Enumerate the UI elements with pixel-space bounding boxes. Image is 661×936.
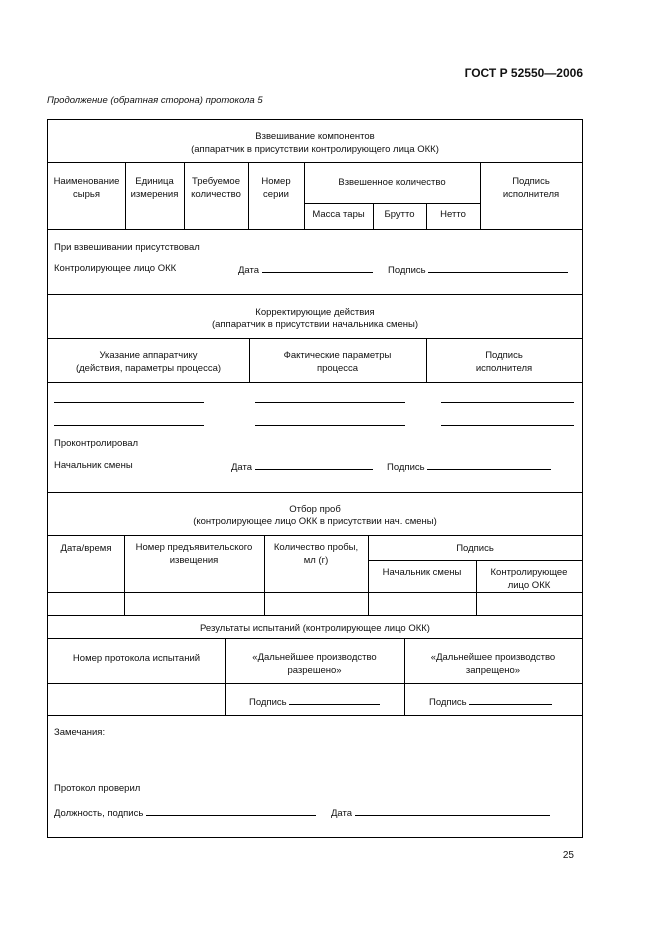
col-protocol-number: Номер протокола испытаний: [72, 653, 201, 664]
page-subtitle: Продолжение (обратная сторона) протокола 5: [47, 95, 263, 106]
col-actual: Фактические параметры процесса: [283, 350, 392, 374]
weighing-date-field[interactable]: Дата: [238, 262, 373, 277]
col-gross: Брутто: [384, 209, 415, 220]
col-instruction: Указание аппаратчику (действия, параметры процесса): [75, 350, 222, 374]
col-allowed: «Дальнейшее производство разрешено»: [252, 652, 377, 676]
sampling-title: Отбор проб: [289, 504, 341, 515]
page-number: 25: [562, 850, 574, 861]
instruction-line[interactable]: [54, 425, 204, 426]
col-sample-qty: Количество пробы, мл (г): [273, 542, 359, 566]
instruction-line[interactable]: [54, 402, 204, 403]
weighing-present-label: При взвешивании присутствовал: [54, 242, 200, 253]
weighing-title-note: (аппаратчик в присутствии контролирующего лица ОКК): [191, 144, 439, 155]
weighing-sign-field[interactable]: Подпись: [388, 262, 568, 277]
col-sign: Подпись исполнителя: [502, 176, 560, 200]
sign-line[interactable]: [441, 402, 574, 403]
col-weighed: Взвешенное количество: [338, 177, 446, 188]
col-series: Номер серии: [261, 176, 291, 200]
col-sampling-sign: Подпись: [456, 543, 494, 554]
allowed-sign-field[interactable]: Подпись: [249, 694, 380, 709]
col-forbidden: «Дальнейшее производство запрещено»: [430, 652, 556, 676]
col-corrective-sign: Подпись исполнителя: [475, 350, 533, 374]
results-title: Результаты испытаний (контролирующее лицо ОКК): [200, 623, 430, 634]
standard-number: ГОСТ Р 52550—2006: [464, 66, 583, 80]
col-shift-chief: Начальник смены: [382, 567, 462, 578]
actual-line[interactable]: [255, 402, 405, 403]
actual-line[interactable]: [255, 425, 405, 426]
remarks-label: Замечания:: [54, 727, 106, 738]
checked-label: Проконтролировал: [54, 438, 139, 449]
col-tare: Масса тары: [312, 209, 365, 220]
shift-chief-label: Начальник смены: [54, 460, 133, 471]
verified-date-field[interactable]: Дата: [331, 805, 550, 820]
weighing-controller-label: Контролирующее лицо ОКК: [54, 263, 177, 274]
protocol-form: [47, 119, 583, 838]
sign-line[interactable]: [441, 425, 574, 426]
sampling-title-note: (контролирующее лицо ОКК в присутствии нач. смены): [193, 516, 437, 527]
col-okk: Контролирующее лицо ОКК: [490, 567, 568, 591]
corrective-date-field[interactable]: Дата: [231, 459, 373, 474]
corrective-title: Корректирующие действия: [255, 307, 375, 318]
col-net: Нетто: [440, 209, 466, 220]
col-required: Требуемое количество: [191, 176, 241, 200]
corrective-title-note: (аппаратчик в присутствии начальника смены): [211, 319, 419, 330]
col-datetime: Дата/время: [60, 543, 112, 554]
corrective-sign-field[interactable]: Подпись: [387, 459, 551, 474]
position-sign-field[interactable]: Должность, подпись: [54, 805, 316, 820]
verified-label: Протокол проверил: [54, 783, 141, 794]
col-unit: Единица измерения: [130, 176, 179, 200]
forbidden-sign-field[interactable]: Подпись: [429, 694, 552, 709]
col-notice: Номер предъявительского извещения: [135, 542, 253, 566]
col-name: Наименование сырья: [53, 176, 120, 200]
weighing-title: Взвешивание компонентов: [255, 131, 375, 142]
